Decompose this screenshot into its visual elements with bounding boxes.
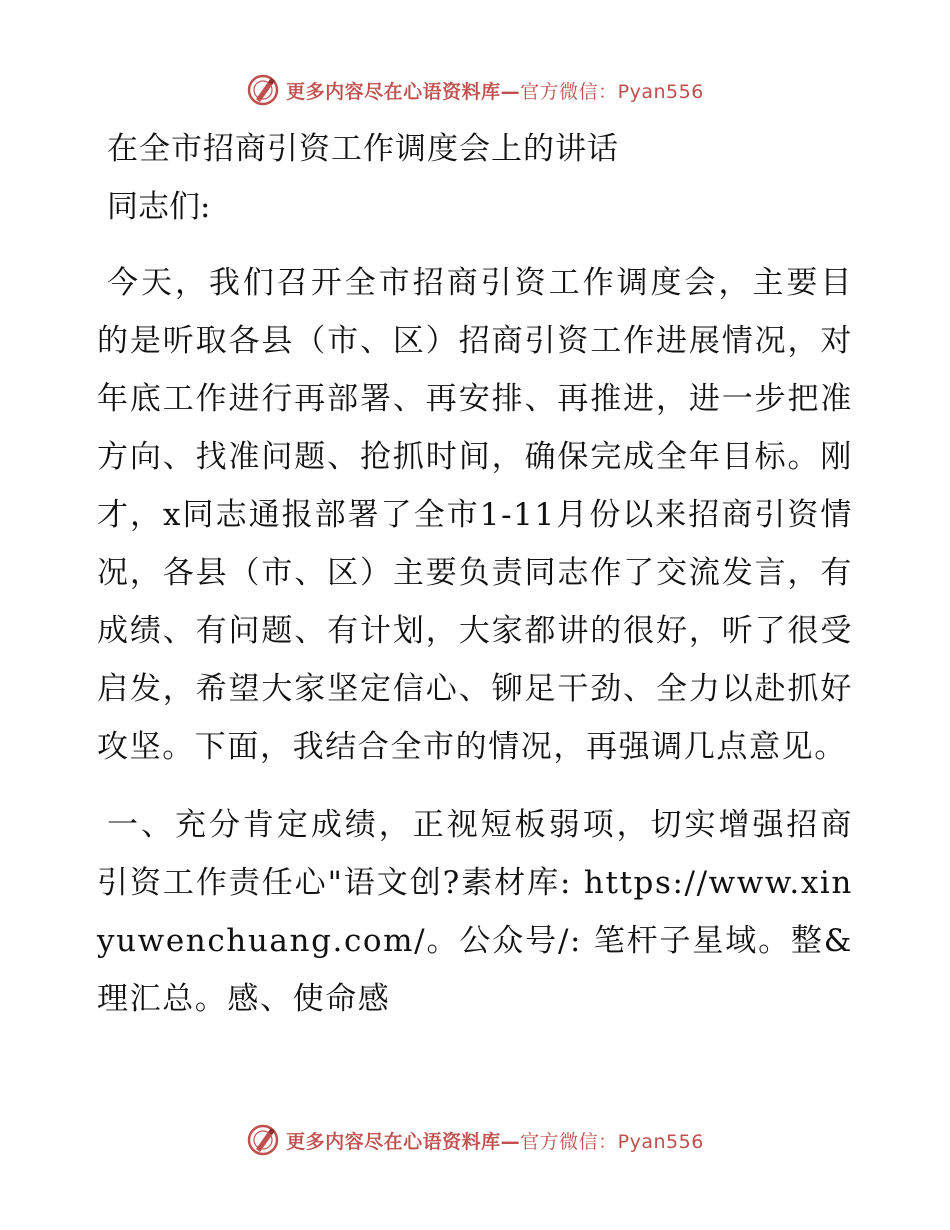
footer-banner-text [286, 1127, 704, 1154]
header-banner [0, 70, 950, 110]
document-greeting: 同志们: [107, 189, 211, 225]
footer-banner-main: 更多内容尽在心语资料库— [286, 1130, 521, 1153]
document-body [97, 120, 853, 1028]
document-title: 在全市招商引资工作调度会上的讲话 [107, 131, 619, 167]
header-banner-main: 更多内容尽在心语资料库— [286, 80, 521, 103]
pen-nib-logo-icon [246, 73, 280, 107]
paragraph-opening: 今天，我们召开全市招商引资工作调度会，主要目的是听取各县（市、区）招商引资工作进展情况，对年底工作进行再部署、再安排、再推进，进一步把准方向、找准问题、抢抓时间，确保完成全年目标。刚才，x同志通报部署了全市1-11月份以来招商引资情况，各县（市、区）主要负责同志作了交流发言，有成绩、有问题、有计划，大家都讲的很好，听了很受启发，希望大家坚定信心、铆足干劲、全力以赴抓好攻坚。下面，我结合全市的情况，再强调几点意见。 [97, 265, 853, 765]
footer-banner [0, 1120, 950, 1160]
header-banner-wechat: 官方微信：Pyan556 [520, 80, 704, 103]
pen-nib-logo-icon [246, 1123, 280, 1157]
paragraph-section-one: 一、充分肯定成绩，正视短板弱项，切实增强招商引资工作责任心"语文创?素材库: https://www.xinyuwenchuang.com/。公众号/: 笔杆子星域。整&理汇总。感、使命感 [97, 807, 853, 1017]
header-banner-text [286, 77, 704, 104]
footer-banner-wechat: 官方微信：Pyan556 [520, 1130, 704, 1153]
